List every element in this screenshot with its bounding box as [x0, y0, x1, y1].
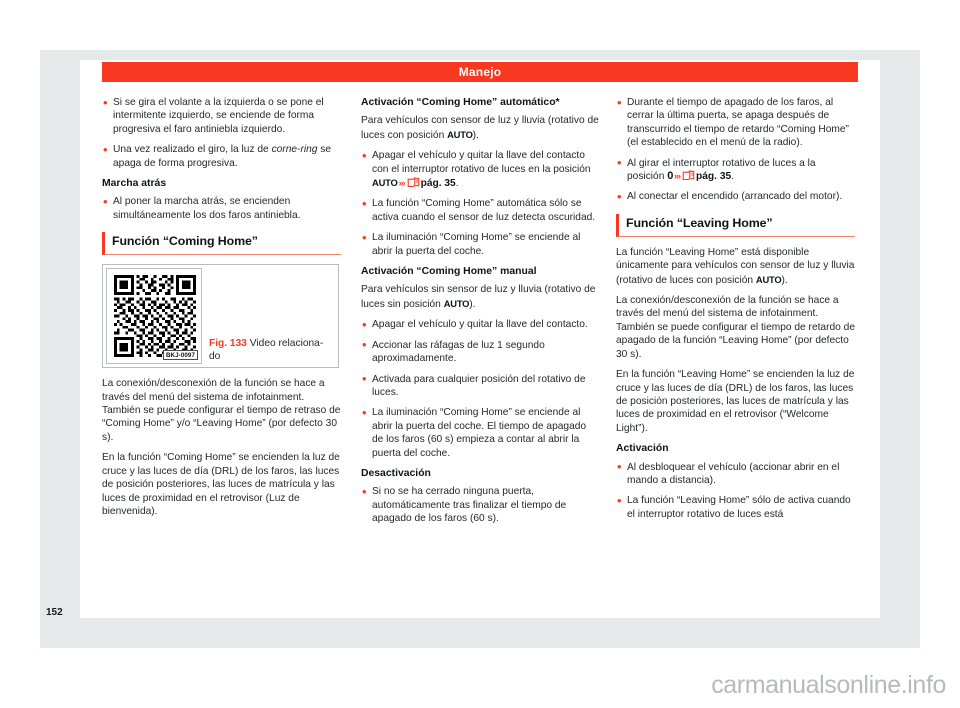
subheading-activation: Activación	[616, 443, 669, 455]
subheading-reverse: Marcha atrás	[102, 178, 167, 190]
bullet-switch-to-zero: • Al girar el interruptor rotativo de luces a la posición 0››› pág. 35.	[616, 157, 855, 184]
bullet-reverse-foglights: • Al poner la marcha atrás, se encienden simultáneamente los dos faros antiniebla.	[102, 195, 341, 222]
bullet-switch-condition: • La función “Leaving Home” sólo de activa cuando el interruptor rotativo de luces está	[616, 494, 855, 521]
column-left	[102, 96, 341, 525]
column-right	[616, 96, 855, 528]
page-number: 152	[46, 607, 63, 618]
bullet-ignition-on: • Al conectar el encendido (arrancado del motor).	[616, 190, 855, 203]
figure-caption-text2: do	[209, 351, 221, 363]
auto-position-badge: AUTO	[443, 297, 470, 309]
bullet-unlock-vehicle: • Al desbloquear el vehículo (accionar abrir en el mando a distancia).	[616, 461, 855, 488]
bullet-auto-door-open: • La iluminación “Coming Home” se enciende al abrir la puerta del coche.	[361, 231, 600, 258]
figure-caption	[209, 337, 334, 363]
term-cornering: corne-ring	[271, 144, 318, 156]
site-watermark: carmanualsonline.info	[711, 671, 946, 699]
auto-position-badge: AUTO	[372, 177, 398, 189]
figure-image-id: BKJ-0097	[163, 350, 198, 360]
paragraph-leaving-home-config: La conexión/desconexión de la función se hace a través del menú del sistema de infotainment. También se puede configurar el tiempo de retardo de apagado de la función “Leaving Home” (por defecto 30 s).	[616, 295, 855, 360]
subheading-activation-manual: Activación “Coming Home” manual	[361, 266, 537, 278]
page-reference-label: pág. 35	[420, 178, 456, 190]
page-reference-icon	[407, 177, 420, 187]
lights-off-position-badge: 0	[667, 170, 674, 183]
page-reference-label: pág. 35	[696, 171, 732, 183]
section-heading-coming-home	[102, 232, 341, 255]
chevron-reference-icon: ›››	[674, 171, 681, 182]
paragraph-leaving-home-lights: En la función “Leaving Home” se encienden la luz de cruce y las luces de día (DRL) de los faros, las luces de posición posteriores, las luces de matrícula y las luces de proximidad en el retrovisor (“Welcome Light”).	[616, 369, 855, 434]
subheading-activation-auto: Activación “Coming Home” automático*	[361, 97, 560, 108]
paragraph-manual-requirements: Para vehículos sin sensor de luz y lluvia (rotativo de luces sin posición AUTO).	[361, 284, 596, 310]
bullet-deactivation-auto: • Si no se ha cerrado ninguna puerta, automáticamente tras finalizar el tiempo de apagado de los faros (60 s).	[361, 485, 600, 525]
paragraph-leaving-home-availability: La función “Leaving Home” está disponible únicamente para vehículos con sensor de luz y lluvia (rotativo de luces con posición AUTO).	[616, 246, 855, 286]
paragraph-coming-home-lights: En la función “Coming Home” se encienden la luz de cruce y las luces de día (DRL) de los faros, las luces de posición posteriores, las luces de matrícula y las luces de proximidad en el retrovisor (Luz de bienvenida).	[102, 452, 340, 517]
bullet-cornering-off: • Una vez realizado el giro, la luz de corne-ring se apaga de forma progresiva.	[102, 143, 341, 170]
figure-number: Fig. 133	[209, 338, 247, 350]
figure-caption-text: Video relaciona-	[249, 338, 324, 350]
page-title: Manejo	[458, 65, 502, 79]
bullet-auto-darkness-sensor: • La función “Coming Home” automática sólo se activa cuando el sensor de luz detecta oscuridad.	[361, 197, 600, 224]
section-heading-leaving-home	[616, 214, 855, 237]
paragraph-coming-home-config: La conexión/desconexión de la función se hace a través del menú del sistema de infotainment. También se puede configurar el tiempo de retraso de “Coming Home” y/o “Leaving Home” (por defecto 30 s).	[102, 378, 341, 443]
bullet-manual-flash: • Accionar las ráfagas de luz 1 segundo aproximadamente.	[361, 339, 600, 366]
bullet-last-door-delay: • Durante el tiempo de apagado de los faros, al cerrar la última puerta, se apaga después de transcurrido el tiempo de retardo “Coming Home” (el establecido en el menú de la radio).	[616, 96, 855, 150]
bullet-manual-door-timer: • La iluminación “Coming Home” se enciende al abrir la puerta del coche. El tiempo de apagado de los faros (60 s) empieza a contar al abrir la puerta del coche.	[361, 406, 600, 460]
column-middle	[361, 96, 600, 533]
bullet-auto-switch-off: • Apagar el vehículo y quitar la llave del contacto con el interruptor rotativo de luces en la posición AUTO››› pág. 35.	[361, 149, 600, 190]
paragraph-auto-requirements: Para vehículos con sensor de luz y lluvia (rotativo de luces con posición AUTO).	[361, 115, 599, 141]
qr-code-graphic	[114, 275, 196, 357]
section-heading-label: Función “Coming Home”	[112, 234, 258, 249]
bullet-manual-any-position: • Activada para cualquier posición del rotativo de luces.	[361, 373, 600, 400]
chevron-reference-icon: ›››	[398, 178, 405, 189]
auto-position-badge: AUTO	[447, 128, 473, 140]
auto-position-badge: AUTO	[755, 273, 782, 285]
bullet-manual-switch-off: • Apagar el vehículo y quitar la llave del contacto.	[361, 318, 600, 331]
folio-margin-band	[40, 60, 80, 618]
figure-video-qr	[102, 264, 339, 368]
qr-code-icon[interactable]	[106, 268, 202, 364]
bullet-cornering-left: • Si se gira el volante a la izquierda o se pone el intermitente izquierdo, se enciende de forma progresiva el faro antiniebla izquierdo.	[102, 96, 341, 136]
running-header-bar	[102, 62, 858, 82]
subheading-deactivation: Desactivación	[361, 467, 431, 479]
page-reference-icon	[682, 170, 695, 180]
section-heading-label: Función “Leaving Home”	[626, 215, 773, 230]
